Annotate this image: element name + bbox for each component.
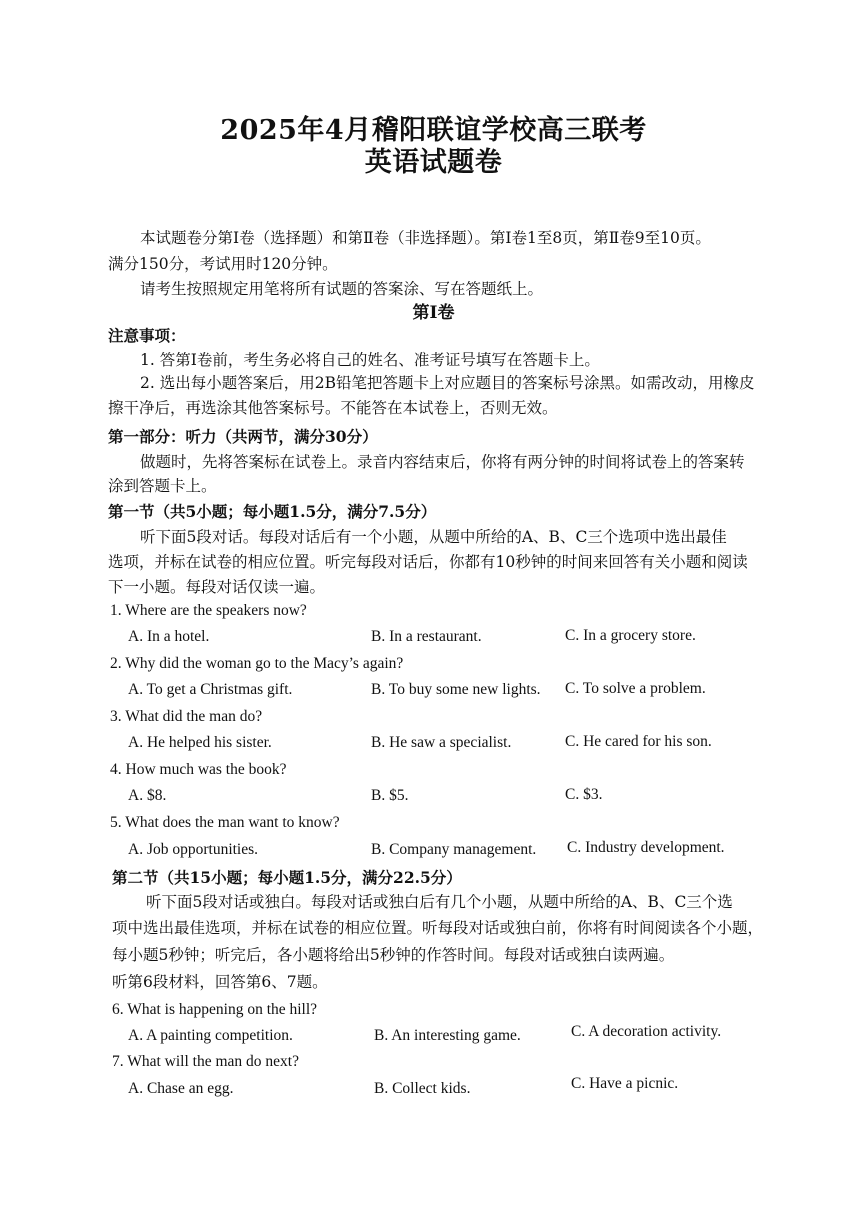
section2-material-note: 听第6段材料，回答第6、7题。 — [112, 973, 328, 991]
question-2-option-c: C. To solve a problem. — [565, 680, 706, 697]
exam-title: 2025年4月稽阳联谊学校高三联考 — [220, 115, 647, 146]
question-3-option-a: A. He helped his sister. — [128, 734, 272, 751]
part1-desc-line-1: 做题时，先将答案标在试卷上。录音内容结束后，你将有两分钟的时间将试卷上的答案转 — [140, 453, 745, 471]
intro-line-1: 本试题卷分第Ⅰ卷（选择题）和第Ⅱ卷（非选择题）。第Ⅰ卷1至8页，第Ⅱ卷9至10页。 — [140, 229, 711, 247]
question-4-option-a: A. $8. — [128, 787, 167, 804]
question-5-option-c: C. Industry development. — [567, 839, 725, 856]
section2-desc-line-1: 听下面5段对话或独白。每段对话或独白后有几个小题，从题中所给的A、B、C三个选 — [146, 893, 733, 911]
question-4-option-b: B. $5. — [371, 787, 409, 804]
question-6-option-a: A. A painting competition. — [128, 1027, 293, 1044]
question-4-option-c: C. $3. — [565, 786, 603, 803]
question-3-option-b: B. He saw a specialist. — [371, 734, 512, 751]
question-3: 3. What did the man do? — [110, 708, 263, 725]
question-5-option-b: B. Company management. — [371, 841, 537, 858]
question-7: 7. What will the man do next? — [112, 1053, 299, 1070]
notes-item-2-line-1: 2. 选出每小题答案后，用2B铅笔把答题卡上对应题目的答案标号涂黑。如需改动，用橡皮 — [140, 374, 755, 392]
intro-line-2: 满分150分，考试用时120分钟。 — [108, 255, 338, 273]
section2-desc-line-3: 每小题5秒钟；听完后，各小题将给出5秒钟的作答时间。每段对话或独白读两遍。 — [112, 946, 675, 964]
part1-desc-line-2: 涂到答题卡上。 — [108, 477, 217, 495]
section1-desc-line-3: 下一小题。每段对话仅读一遍。 — [108, 578, 326, 596]
question-6-option-c: C. A decoration activity. — [571, 1023, 722, 1040]
question-7-option-c: C. Have a picnic. — [571, 1075, 679, 1092]
question-4: 4. How much was the book? — [110, 761, 287, 778]
question-1-option-a: A. In a hotel. — [128, 628, 210, 645]
question-2: 2. Why did the woman go to the Macy’s again? — [110, 655, 404, 672]
question-5: 5. What does the man want to know? — [110, 814, 340, 831]
section2-heading: 第二节（共15小题；每小题1.5分，满分22.5分） — [112, 868, 462, 887]
question-2-option-a: A. To get a Christmas gift. — [128, 681, 293, 698]
question-3-option-c: C. He cared for his son. — [565, 733, 712, 750]
question-2-option-b: B. To buy some new lights. — [371, 681, 541, 698]
question-7-option-a: A. Chase an egg. — [128, 1080, 234, 1097]
question-1: 1. Where are the speakers now? — [110, 602, 307, 619]
notes-heading: 注意事项： — [108, 326, 186, 345]
section1-heading: 第一节（共5小题；每小题1.5分，满分7.5分） — [108, 502, 437, 521]
notes-item-2-line-2: 擦干净后，再选涂其他答案标号。不能答在本试卷上，否则无效。 — [108, 399, 558, 417]
section1-desc-line-1: 听下面5段对话。每段对话后有一个小题，从题中所给的A、B、C三个选项中选出最佳 — [140, 528, 727, 546]
exam-subtitle: 英语试题卷 — [364, 147, 503, 178]
volume-title: 第Ⅰ卷 — [412, 303, 455, 323]
question-6: 6. What is happening on the hill? — [112, 1001, 318, 1018]
part1-heading: 第一部分：听力（共两节，满分30分） — [108, 427, 378, 446]
question-7-option-b: B. Collect kids. — [374, 1080, 471, 1097]
notes-item-1: 1. 答第Ⅰ卷前，考生务必将自己的姓名、准考证号填写在答题卡上。 — [140, 351, 600, 369]
question-1-option-c: C. In a grocery store. — [565, 627, 696, 644]
question-1-option-b: B. In a restaurant. — [371, 628, 482, 645]
question-5-option-a: A. Job opportunities. — [128, 841, 259, 858]
section1-desc-line-2: 选项，并标在试卷的相应位置。听完每段对话后，你都有10秒钟的时间来回答有关小题和阅读 — [108, 553, 748, 571]
question-6-option-b: B. An interesting game. — [374, 1027, 521, 1044]
intro-line-3: 请考生按照规定用笔将所有试题的答案涂、写在答题纸上。 — [140, 280, 544, 298]
section2-desc-line-2: 项中选出最佳选项，并标在试卷的相应位置。听每段对话或独白前，你将有时间阅读各个小题， — [112, 919, 764, 937]
